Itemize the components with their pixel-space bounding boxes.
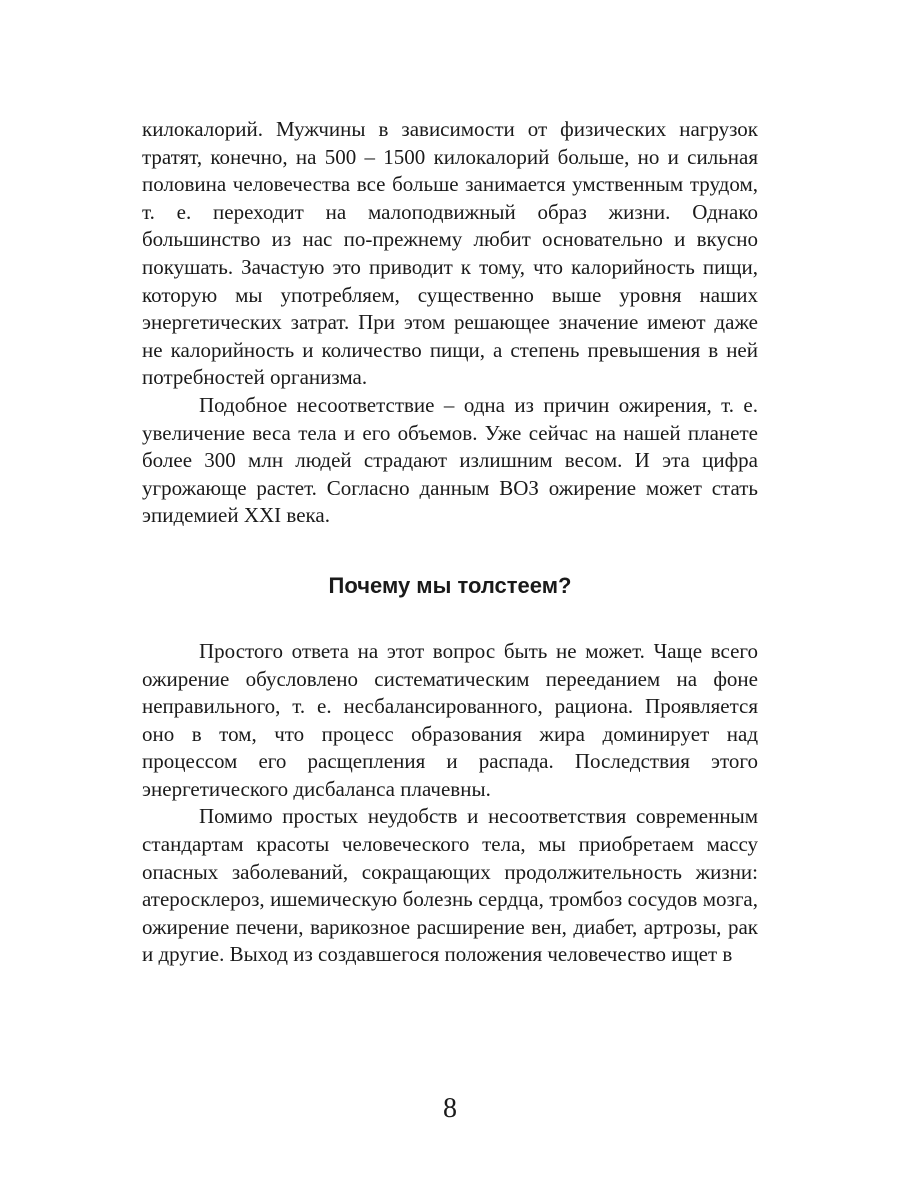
paragraph-simple-answer: Простого ответа на этот вопрос быть не может. Чаще всего ожирение обусловлено систематическим перееданием на фоне неправильного, т. е. несбалансированного, рациона. Проявляется оно в том, что процесс образования жира доминирует над процессом его расщепления и распада. Последствия этого энергетического дисбаланса плачевны. (142, 638, 758, 801)
page-number: 8 (443, 1093, 457, 1124)
page-body (142, 116, 758, 969)
paragraph-diseases: Помимо простых неудобств и несоответствия современным стандартам красоты человеческого тела, мы приобретаем массу опасных заболеваний, сокращающих продолжительность жизни: атеросклероз, ишемическую болезнь сердца, тромбоз сосудов мозга, ожирение печени, варикозное расширение вен, диабет, артрозы, рак и другие. Выход из создавшегося положения человечество ищет в (142, 804, 758, 967)
paragraph-obesity-cause: Подобное несоответствие – одна из причин ожирения, т. е. увеличение веса тела и его объемов. Уже сейчас на нашей планете более 300 млн людей страдают излишним весом. И эта цифра угрожающе растет. Согласно данным ВОЗ ожирение может стать эпидемией XXI века. (142, 392, 758, 528)
paragraph-continuation: килокалорий. Мужчины в зависимости от физических нагрузок тратят, конечно, на 500 – 1500 килокалорий больше, но и сильная половина человечества все больше занимается умственным трудом, т. е. переходит на малоподвижный образ жизни. Однако большинство из нас по-прежнему любит основательно и вкусно покушать. Зачастую это приводит к тому, что калорийность пищи, которую мы употребляем, существенно выше уровня наших энергетических затрат. При этом решающее значение имеют даже не калорийность и количество пищи, а степень превышения в ней потребностей организма. (142, 117, 758, 390)
section-heading: Почему мы толстеем? (328, 572, 572, 598)
